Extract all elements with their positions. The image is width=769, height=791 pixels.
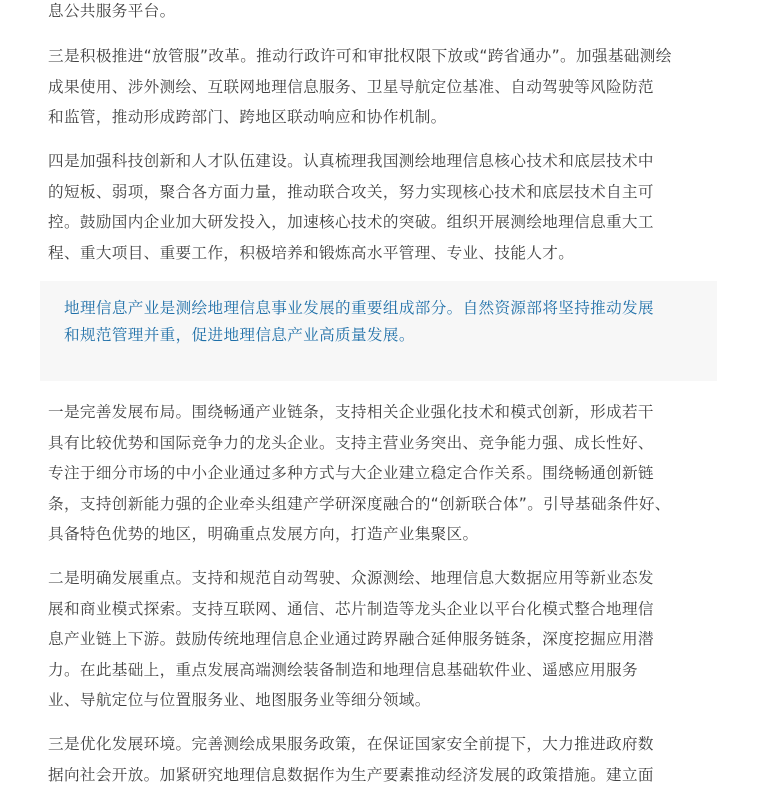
paragraph-line: 成果使用、涉外测绘、互联网地理信息服务、卫星导航定位基准、自动驾驶等风险防范 — [48, 77, 654, 96]
paragraph-line: 专注于细分市场的中小企业通过多种方式与大企业建立稳定合作关系。围绕畅通创新链 — [48, 464, 654, 482]
paragraph-line: 一是完善发展布局。围绕畅通产业链条，支持相关企业强化技术和模式创新，形成若干 — [48, 403, 654, 421]
paragraph-layout — [48, 397, 718, 550]
paragraph-line: 展和商业模式探索。支持互联网、通信、芯片制造等龙头企业以平台化模式整合地理信 — [48, 599, 654, 618]
highlight-quote-text — [64, 295, 704, 349]
paragraph-line: 具有比较优势和国际竞争力的龙头企业。支持主营业务突出、竞争能力强、成长性好、 — [48, 433, 654, 452]
paragraph-line: 四是加强科技创新和人才队伍建设。认真梳理我国测绘地理信息核心技术和底层技术中 — [48, 152, 654, 170]
paragraph-line: 具备特色优势的地区，明确重点发展方向，打造产业集聚区。 — [48, 525, 479, 543]
highlight-quote-box — [40, 281, 717, 381]
paragraph-environment — [48, 729, 718, 790]
paragraph-reform — [48, 41, 718, 133]
paragraph-line: 条，支持创新能力强的企业牵头组建产学研深度融合的“创新联合体”。引导基础条件好、 — [48, 494, 671, 513]
highlight-line: 地理信息产业是测绘地理信息事业发展的重要组成部分。自然资源部将坚持推动发展 — [64, 299, 654, 317]
paragraph-line: 控。鼓励国内企业加大研发投入，加速核心技术的突破。组织开展测绘地理信息重大工 — [48, 213, 654, 231]
paragraph-line: 息产业链上下游。鼓励传统地理信息企业通过跨界融合延伸服务链条，深度挖掘应用潜 — [48, 630, 654, 648]
paragraph-line: 力。在此基础上，重点发展高端测绘装备制造和地理信息基础软件业、遥感应用服务 — [48, 660, 638, 679]
paragraph-line: 二是明确发展重点。支持和规范自动驾驶、众源测绘、地理信息大数据应用等新业态发 — [48, 569, 654, 587]
highlight-line: 和规范管理并重，促进地理信息产业高质量发展。 — [64, 326, 415, 344]
paragraph-line: 据向社会开放。加紧研究地理信息数据作为生产要素推动经济发展的政策措施。建立面 — [48, 765, 654, 784]
paragraph-line: 的短板、弱项，聚合各方面力量，推动联合攻关，努力实现核心技术和底层技术自主可 — [48, 182, 654, 201]
paragraph-line: 三是积极推进“放管服”改革。推动行政许可和审批权限下放或“跨省通办”。加强基础测绘 — [48, 47, 672, 65]
paragraph-focus — [48, 563, 718, 716]
paragraph-line: 息公共服务平台。 — [48, 2, 176, 20]
paragraph-line: 程、重大项目、重要工作，积极培养和锻炼高水平管理、专业、技能人才。 — [48, 243, 575, 262]
paragraph-tech-talent — [48, 146, 718, 268]
paragraph-line: 三是优化发展环境。完善测绘成果服务政策，在保证国家安全前提下，大力推进政府数 — [48, 735, 654, 753]
paragraph-platform-tail — [48, 0, 718, 27]
paragraph-line: 业、导航定位与位置服务业、地图服务业等细分领域。 — [48, 691, 431, 709]
paragraph-line: 和监管，推动形成跨部门、跨地区联动响应和协作机制。 — [48, 108, 447, 126]
